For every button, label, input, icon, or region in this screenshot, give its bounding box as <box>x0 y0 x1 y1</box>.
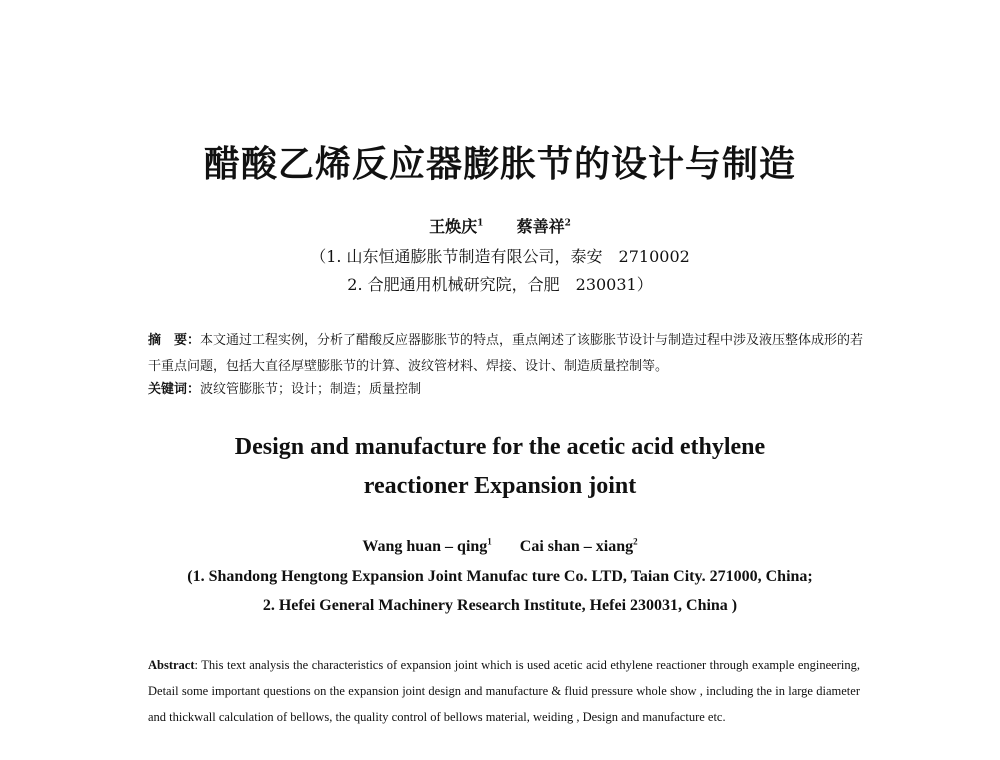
chinese-author-1: 王焕庆 <box>429 217 478 236</box>
english-abstract <box>148 652 860 730</box>
chinese-abstract <box>148 328 868 380</box>
english-author-1-affil-mark: 1 <box>487 536 492 547</box>
chinese-author-1-affil-mark: 1 <box>477 218 484 229</box>
english-author-2: Cai shan – xiang <box>519 538 634 555</box>
chinese-keywords-label: 关键词： <box>148 382 201 397</box>
chinese-author-2-affil-mark: 2 <box>564 218 571 229</box>
chinese-title: 醋酸乙烯反应器膨胀节的设计与制造 <box>203 143 796 185</box>
english-affiliation-2: 2. Hefei General Machinery Research Institute, Hefei 230031, China ) <box>262 597 738 614</box>
chinese-affiliation-2: 2. 合肥通用机械研究院，合肥 230031） <box>347 275 653 294</box>
english-authors <box>0 538 1000 556</box>
english-title-line-2: reactioner Expansion joint <box>363 473 637 499</box>
chinese-keywords <box>148 380 868 400</box>
chinese-affiliation-1: （1. 山东恒通膨胀节制造有限公司，泰安 2710002 <box>310 247 690 266</box>
english-author-2-affil-mark: 2 <box>633 536 638 547</box>
chinese-author-2: 蔡善祥 <box>516 217 565 236</box>
english-abstract-text: : This text analysis the characteristics of expansion joint which is used acetic acid ethylene reactioner through example engineering, Detail some important questions on the expansion joint design and manufacture & fluid pressure whole show , including the in large diameter and thickwall calculation of bellows, the quality control of bellows material, weiding , Design and manufacture etc. <box>148 658 860 724</box>
chinese-keywords-text: 波纹管膨胀节；设计；制造；质量控制 <box>200 382 422 397</box>
chinese-authors <box>0 214 1000 237</box>
english-author-1: Wang huan – qing <box>362 538 488 555</box>
chinese-abstract-label: 摘 要： <box>148 333 201 348</box>
english-abstract-label: Abstract <box>148 658 195 672</box>
chinese-abstract-text: 本文通过工程实例，分析了醋酸反应器膨胀节的特点，重点阐述了该膨胀节设计与制造过程中涉及液压整体成形的若干重点问题，包括大直径厚壁膨胀节的计算、波纹管材料、焊接、设计、制造质量控制等。 <box>148 333 864 374</box>
english-title-line-1: Design and manufacture for the acetic acid ethylene <box>234 434 766 460</box>
english-affiliation-1: (1. Shandong Hengtong Expansion Joint Manufac ture Co. LTD, Taian City. 271000, China; <box>187 568 813 585</box>
